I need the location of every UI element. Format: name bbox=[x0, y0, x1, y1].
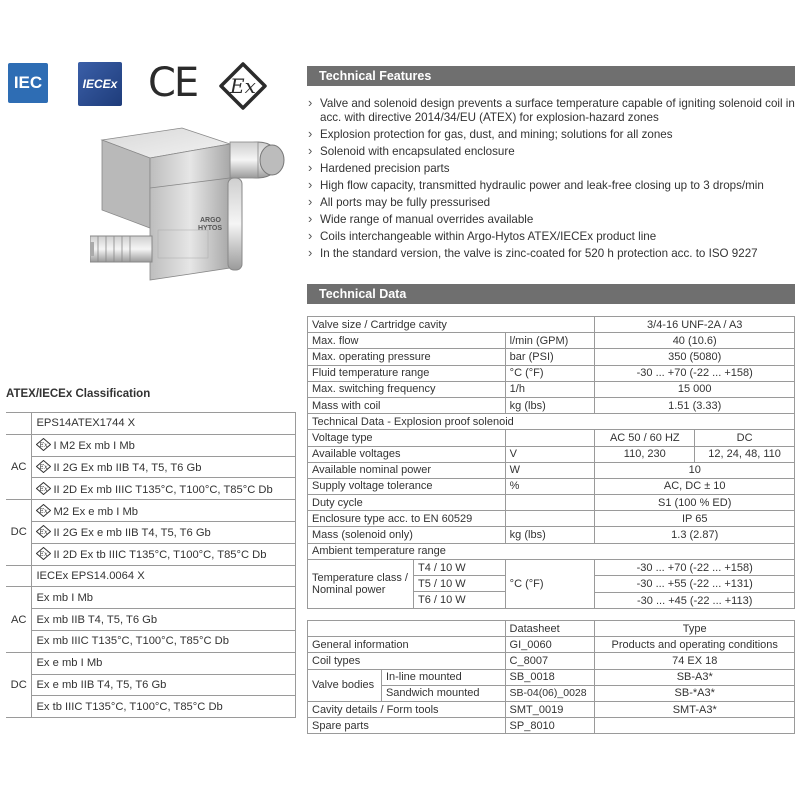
row-unit: bar (PSI) bbox=[505, 349, 595, 365]
row-type bbox=[595, 718, 795, 734]
table-row bbox=[308, 365, 795, 381]
temp-class-label-line2: Nominal power bbox=[312, 584, 386, 597]
table-row bbox=[308, 637, 795, 653]
atex-dc-line: II 2G Ex e mb IIB T4, T5, T6 Gb bbox=[53, 527, 211, 540]
row-label: Valve bodies bbox=[308, 669, 382, 701]
row-label: Voltage type bbox=[308, 430, 506, 446]
temp-class-t6: T6 / 10 W bbox=[418, 594, 466, 607]
row-value: IP 65 bbox=[595, 511, 795, 527]
table-row bbox=[308, 559, 795, 576]
svg-text:Ex: Ex bbox=[39, 441, 49, 450]
iecex-cert-number: IECEx EPS14.0064 X bbox=[32, 565, 296, 587]
table-row bbox=[6, 652, 296, 674]
svg-text:Ex: Ex bbox=[39, 462, 49, 471]
row-datasheet: GI_0060 bbox=[505, 637, 595, 653]
row-label: General information bbox=[308, 637, 506, 653]
row-label: Duty cycle bbox=[308, 495, 506, 511]
row-datasheet: SB_0018 bbox=[505, 669, 595, 685]
temp-value-t6: -30 ... +45 (-22 ... +113) bbox=[595, 592, 795, 609]
atex-ac-label: AC bbox=[6, 434, 32, 499]
iecex-dc-line: Ex e mb I Mb bbox=[32, 652, 296, 674]
table-row bbox=[308, 621, 795, 637]
iecex-dc-label: DC bbox=[6, 652, 32, 717]
row-unit: kg (lbs) bbox=[505, 397, 595, 413]
ex-mark-icon bbox=[36, 547, 51, 560]
table-row bbox=[308, 317, 795, 333]
table-row bbox=[308, 653, 795, 669]
table-row bbox=[308, 446, 795, 462]
table-row bbox=[308, 381, 795, 397]
row-value: 1.3 (2.87) bbox=[595, 527, 795, 543]
atex-ac-line: II 2G Ex mb IIB T4, T5, T6 Gb bbox=[53, 461, 202, 474]
voltage-type-dc: DC bbox=[695, 430, 795, 446]
row-unit bbox=[505, 430, 595, 446]
side-empty bbox=[6, 413, 32, 435]
ce-mark-text: CE bbox=[148, 60, 198, 106]
temp-class-label bbox=[308, 560, 414, 609]
row-label: Cavity details / Form tools bbox=[308, 701, 506, 717]
col-header-datasheet: Datasheet bbox=[505, 621, 595, 637]
atex-dc-line: M2 Ex e mb I Mb bbox=[53, 505, 139, 518]
iecex-logo bbox=[78, 62, 122, 106]
row-label: Available nominal power bbox=[308, 462, 506, 478]
table-row bbox=[308, 462, 795, 478]
feature-item: › Hardened precision parts bbox=[307, 162, 797, 176]
temp-class-t4: T4 / 10 W bbox=[414, 560, 505, 576]
row-label: Supply voltage tolerance bbox=[308, 478, 506, 494]
table-row bbox=[308, 543, 795, 559]
technical-features-list bbox=[307, 97, 797, 264]
table-row bbox=[308, 685, 795, 701]
iecex-dc-line: Ex e mb IIB T4, T5, T6 Gb bbox=[32, 674, 296, 696]
temp-class-t5: T5 / 10 W bbox=[414, 576, 505, 592]
atex-ac-line: II 2D Ex mb IIIC T135°C, T100°C, T85°C Db bbox=[53, 483, 273, 496]
side-empty bbox=[6, 565, 32, 587]
feature-item: › Solenoid with encapsulated enclosure bbox=[307, 145, 797, 159]
feature-item: › Explosion protection for gas, dust, and mining; solutions for all zones bbox=[307, 128, 797, 142]
list-item bbox=[32, 434, 296, 456]
documentation-table bbox=[307, 620, 795, 734]
solenoid-section-header: Technical Data - Explosion proof solenoid bbox=[308, 414, 795, 430]
row-datasheet: SP_8010 bbox=[505, 718, 595, 734]
svg-text:Ex: Ex bbox=[39, 484, 49, 493]
row-value: 40 (10.6) bbox=[595, 333, 795, 349]
header-empty bbox=[308, 621, 506, 637]
list-item bbox=[32, 543, 296, 565]
list-item bbox=[32, 521, 296, 543]
ambient-temp-header: Ambient temperature range bbox=[308, 543, 795, 559]
feature-item: › Coils interchangeable within Argo-Hytos ATEX/IECEx product line bbox=[307, 230, 797, 244]
list-item bbox=[32, 478, 296, 500]
ex-hexagon-logo bbox=[218, 62, 268, 110]
row-type: Products and operating conditions bbox=[595, 637, 795, 653]
row-value: S1 (100 % ED) bbox=[595, 495, 795, 511]
ex-mark-icon bbox=[36, 438, 51, 451]
table-row bbox=[6, 456, 296, 478]
voltage-type-ac: AC 50 / 60 HZ bbox=[595, 430, 695, 446]
svg-text:Ex: Ex bbox=[39, 550, 49, 559]
list-item bbox=[32, 456, 296, 478]
iec-logo bbox=[8, 63, 48, 103]
row-unit: kg (lbs) bbox=[505, 527, 595, 543]
row-type: SMT-A3* bbox=[595, 701, 795, 717]
table-row bbox=[308, 430, 795, 446]
row-label: Enclosure type acc. to EN 60529 bbox=[308, 511, 506, 527]
row-label: Mass (solenoid only) bbox=[308, 527, 506, 543]
row-unit bbox=[505, 495, 595, 511]
product-brand-line2: HYTOS bbox=[198, 225, 222, 232]
row-datasheet: SMT_0019 bbox=[505, 701, 595, 717]
table-row bbox=[6, 478, 296, 500]
table-row bbox=[308, 478, 795, 494]
iec-logo-text: IEC bbox=[13, 73, 43, 92]
feature-item: › All ports may be fully pressurised bbox=[307, 196, 797, 210]
table-row bbox=[6, 609, 296, 631]
temp-class-label-line1: Temperature class / bbox=[312, 572, 408, 585]
voltages-dc: 12, 24, 48, 110 bbox=[695, 446, 795, 462]
row-label: Max. switching frequency bbox=[308, 381, 506, 397]
ex-mark-icon bbox=[36, 482, 51, 495]
feature-item: › Valve and solenoid design prevents a surface temperature capable of igniting solenoid coil in acc. with directive 2014/34/EU (ATEX) for explosion-hazard zones bbox=[307, 97, 797, 124]
atex-cert-number: EPS14ATEX1744 X bbox=[32, 413, 296, 435]
row-label: Fluid temperature range bbox=[308, 365, 506, 381]
row-label: Mass with coil bbox=[308, 397, 506, 413]
iecex-ac-line: Ex mb IIIC T135°C, T100°C, T85°C Db bbox=[32, 630, 296, 652]
row-type: SB-A3* bbox=[595, 669, 795, 685]
cavity-label: Valve size / Cartridge cavity bbox=[308, 317, 595, 333]
table-row bbox=[308, 718, 795, 734]
row-sublabel: In-line mounted bbox=[381, 669, 505, 685]
row-unit bbox=[505, 511, 595, 527]
ce-mark-logo bbox=[148, 58, 200, 108]
row-value: AC, DC ± 10 bbox=[595, 478, 795, 494]
feature-item: › High flow capacity, transmitted hydraulic power and leak-free closing up to 3 drops/min bbox=[307, 179, 797, 193]
temp-unit: °C (°F) bbox=[505, 559, 595, 609]
row-value: -30 ... +70 (-22 ... +158) bbox=[595, 365, 795, 381]
row-label: Available voltages bbox=[308, 446, 506, 462]
atex-ac-line: I M2 Ex mb I Mb bbox=[53, 440, 135, 453]
table-row bbox=[6, 521, 296, 543]
row-type: 74 EX 18 bbox=[595, 653, 795, 669]
table-row bbox=[6, 413, 296, 435]
list-item bbox=[32, 500, 296, 522]
atex-classification-table bbox=[6, 412, 296, 718]
row-value: 15 000 bbox=[595, 381, 795, 397]
table-row bbox=[308, 333, 795, 349]
row-value: 10 bbox=[595, 462, 795, 478]
table-row bbox=[6, 674, 296, 696]
feature-item: › Wide range of manual overrides available bbox=[307, 213, 797, 227]
row-value: 350 (5080) bbox=[595, 349, 795, 365]
iecex-ac-line: Ex mb I Mb bbox=[32, 587, 296, 609]
product-brand-line1: ARGO bbox=[200, 217, 221, 224]
row-unit: 1/h bbox=[505, 381, 595, 397]
svg-text:Ex: Ex bbox=[230, 74, 256, 98]
table-row bbox=[308, 495, 795, 511]
temp-value-t4: -30 ... +70 (-22 ... +158) bbox=[595, 559, 795, 576]
ex-mark-icon bbox=[36, 525, 51, 538]
technical-data-table bbox=[307, 316, 795, 609]
solenoid-valve-product-image bbox=[90, 118, 290, 308]
temp-class-list bbox=[414, 560, 505, 609]
row-label: Max. flow bbox=[308, 333, 506, 349]
feature-item: › In the standard version, the valve is zinc-coated for 520 h protection acc. to ISO 9227 bbox=[307, 247, 797, 261]
svg-text:Ex: Ex bbox=[39, 528, 49, 537]
atex-dc-line: II 2D Ex tb IIIC T135°C, T100°C, T85°C Db bbox=[53, 549, 267, 562]
table-row bbox=[6, 434, 296, 456]
table-row bbox=[308, 527, 795, 543]
table-row bbox=[6, 630, 296, 652]
technical-features-header: Technical Features bbox=[307, 66, 795, 86]
table-row bbox=[6, 565, 296, 587]
col-header-type: Type bbox=[595, 621, 795, 637]
row-value: 1.51 (3.33) bbox=[595, 397, 795, 413]
atex-classification-title: ATEX/IECEx Classification bbox=[6, 388, 151, 400]
row-unit: W bbox=[505, 462, 595, 478]
iecex-ac-line: Ex mb IIB T4, T5, T6 Gb bbox=[32, 609, 296, 631]
row-unit: % bbox=[505, 478, 595, 494]
table-row bbox=[308, 397, 795, 413]
temp-class-cell bbox=[308, 559, 506, 609]
iecex-logo-text: IECEx bbox=[82, 77, 118, 91]
table-row bbox=[308, 701, 795, 717]
table-row bbox=[6, 543, 296, 565]
table-row bbox=[6, 696, 296, 718]
row-unit: V bbox=[505, 446, 595, 462]
row-label: Max. operating pressure bbox=[308, 349, 506, 365]
voltages-ac: 110, 230 bbox=[595, 446, 695, 462]
svg-text:Ex: Ex bbox=[39, 506, 49, 515]
atex-dc-label: DC bbox=[6, 500, 32, 565]
ex-mark-icon bbox=[36, 504, 51, 517]
row-datasheet: SB-04(06)_0028 bbox=[505, 685, 595, 701]
ex-mark-icon bbox=[36, 460, 51, 473]
row-sublabel: Sandwich mounted bbox=[381, 685, 505, 701]
table-row bbox=[6, 587, 296, 609]
iecex-ac-label: AC bbox=[6, 587, 32, 652]
row-label: Spare parts bbox=[308, 718, 506, 734]
row-unit: °C (°F) bbox=[505, 365, 595, 381]
table-row bbox=[308, 511, 795, 527]
table-row bbox=[308, 669, 795, 685]
table-row bbox=[308, 414, 795, 430]
table-row bbox=[308, 349, 795, 365]
technical-data-header: Technical Data bbox=[307, 284, 795, 304]
iecex-dc-line: Ex tb IIIC T135°C, T100°C, T85°C Db bbox=[32, 696, 296, 718]
row-datasheet: C_8007 bbox=[505, 653, 595, 669]
row-label: Coil types bbox=[308, 653, 506, 669]
temp-value-t5: -30 ... +55 (-22 ... +131) bbox=[595, 576, 795, 593]
row-type: SB-*A3* bbox=[595, 685, 795, 701]
cavity-value: 3/4-16 UNF-2A / A3 bbox=[595, 317, 795, 333]
row-unit: l/min (GPM) bbox=[505, 333, 595, 349]
table-row bbox=[6, 500, 296, 522]
